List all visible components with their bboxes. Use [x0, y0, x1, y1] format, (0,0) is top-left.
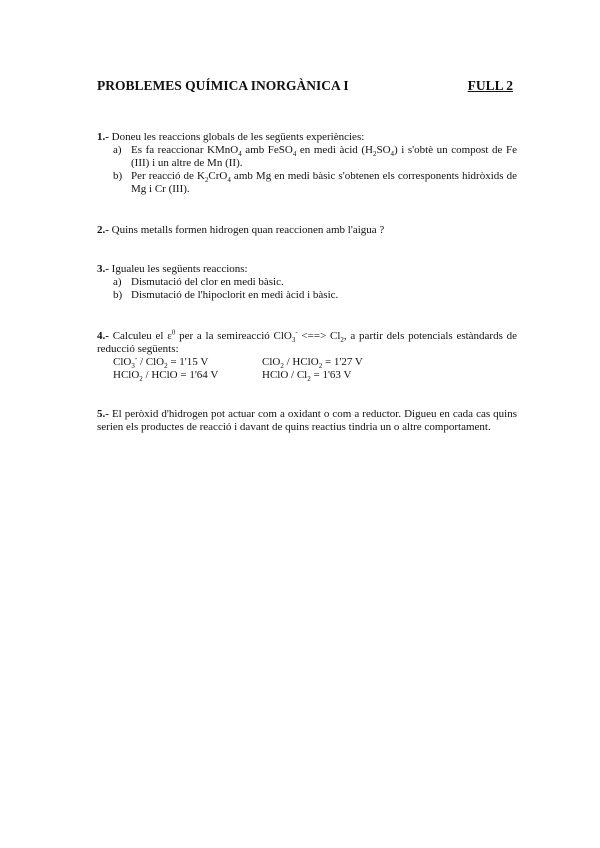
item-label: b)	[113, 170, 123, 182]
problem-3-item-b	[113, 289, 517, 302]
potential-clo2-hclo2: ClO$_2$ / HClO$_2$ = 1'27 V	[262, 356, 363, 371]
item-label: a)	[113, 144, 122, 156]
problem-3-text: Igualeu les següents reaccions:	[111, 263, 248, 275]
problem-1	[97, 131, 517, 196]
potential-clo3-clo2: ClO$_3$- / ClO$_2$ = 1'15 V	[113, 354, 209, 371]
item-label: a)	[113, 276, 122, 288]
potentials-row-1	[113, 356, 517, 369]
item-text: Dismutació de l'hipoclorit en medi àcid i bàsic.	[131, 289, 339, 301]
problem-5-text: El peròxid d'hidrogen pot actuar com a oxidant o com a reductor. Digueu en cada cas quins serien els productes de reacció i davant de quins reactius tindria un o altre comportament.	[97, 408, 517, 433]
item-label: b)	[113, 289, 123, 301]
item-text: Dismutació del clor en medi bàsic.	[131, 276, 284, 288]
page-header	[97, 78, 513, 96]
problem-2	[97, 224, 517, 237]
problem-1-statement	[97, 131, 517, 144]
item-text: Es fa reaccionar KMnO$_4$ amb FeSO$_4$ en medi àcid $(H_2SO_4)$ i s'obtè un compost de Fe (III) i un altre de Mn (II).	[131, 144, 518, 169]
problem-5	[97, 408, 517, 434]
problem-1-item-a	[113, 144, 517, 170]
problem-4-number: 4.-	[97, 330, 109, 342]
potential-hclo2-hclo: HClO$_2$ / HClO = 1'64 V	[113, 369, 219, 384]
problem-2-text: Quins metalls formen hidrogen quan reaccionen amb l'aigua ?	[111, 224, 385, 236]
item-text: Per reacció de $K_2CrO_4$ amb Mg en medi bàsic s'obtenen els corresponents hidròxids de Mg i Cr (III).	[131, 170, 517, 195]
problem-1-item-b	[113, 170, 517, 196]
problem-3-item-a	[113, 276, 517, 289]
problem-1-text: Doneu les reaccions globals de les següents experiències:	[111, 131, 365, 143]
problem-3-statement	[97, 263, 517, 276]
potentials-row-2	[113, 369, 517, 382]
problem-5-number: 5.-	[97, 408, 109, 420]
problem-2-number: 2.-	[97, 224, 109, 236]
problem-3	[97, 263, 517, 302]
problem-4-statement: 4.- Calculeu el $\varepsilon^0$ per a la semireacció ClO$_3$- <==> $Cl_2$, a partir dels potencials estàndards de reducció següents:	[97, 328, 518, 355]
problem-4	[97, 330, 517, 382]
problem-1-number: 1.-	[97, 131, 109, 143]
document-title: PROBLEMES QUÍMICA INORGÀNICA I	[97, 78, 349, 93]
potential-hclo-cl2: HClO / $Cl_2 = 1'63$ V	[262, 369, 352, 384]
sheet-number: FULL 2	[467, 78, 513, 93]
problem-3-number: 3.-	[97, 263, 109, 275]
